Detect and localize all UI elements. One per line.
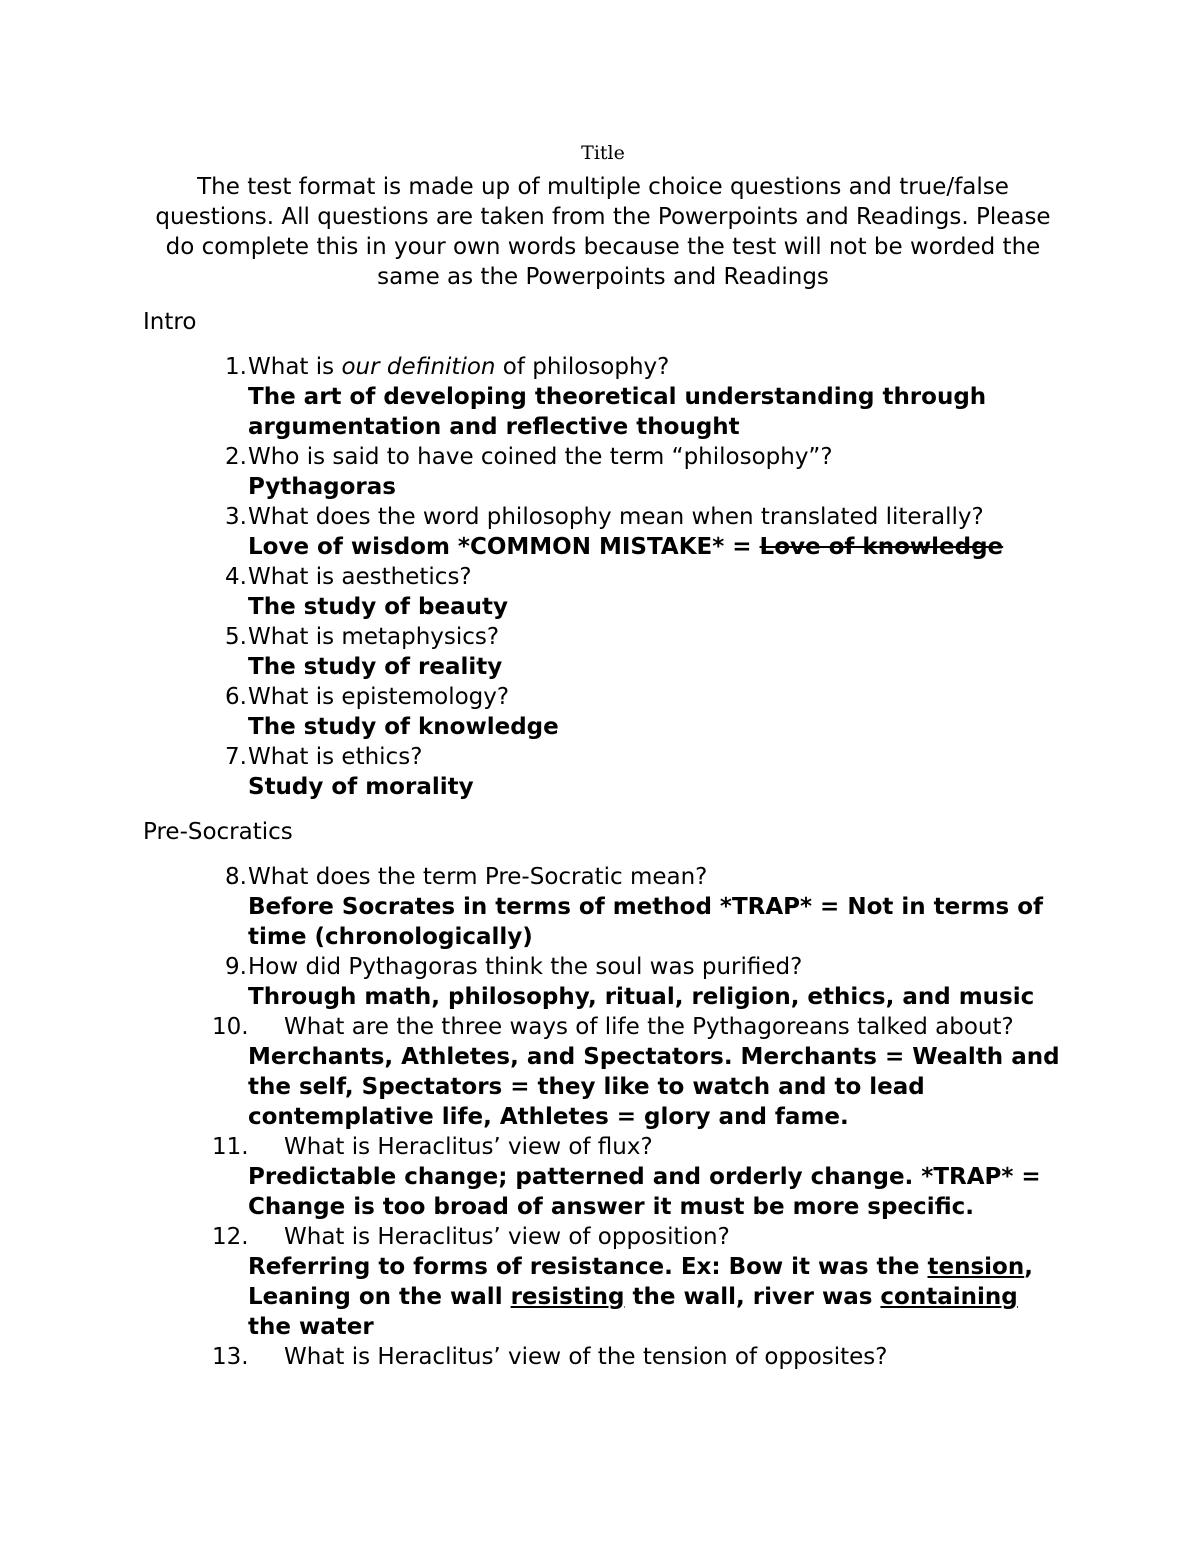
answer-text: The study of reality [248, 654, 503, 680]
question-number: 13. [212, 1344, 249, 1370]
answer-text: The art of developing theoretical understanding through argumentation and reflective thought [248, 384, 987, 440]
question-number: 4. [225, 564, 247, 590]
question-text: What is Heraclitus’ view of flux? [284, 1134, 653, 1160]
underlined-answer-text: containing [880, 1284, 1018, 1310]
list-item [143, 562, 1063, 622]
answer-text-part: Referring to forms of resistance. Ex: Bow it was the [248, 1254, 928, 1280]
list-item [143, 742, 1063, 802]
underlined-answer-text: resisting [510, 1284, 625, 1310]
question-number: 7. [225, 744, 247, 770]
question-text: What does the term Pre-Socratic mean? [248, 864, 708, 890]
question-number: 10. [212, 1014, 249, 1040]
question-number: 1. [225, 354, 247, 380]
answer-text [248, 532, 1063, 562]
answer-text: Through math, philosophy, ritual, religion, ethics, and music [248, 984, 1035, 1010]
section-heading-pre-socratics: Pre-Socratics [143, 819, 293, 845]
question-text [248, 352, 1063, 382]
list-item [143, 952, 1063, 1012]
answer-text-part: , Leaning on the wall [248, 1254, 1033, 1310]
question-text-part: What is [248, 354, 342, 380]
question-number: 3. [225, 504, 247, 530]
answer-text: Pythagoras [248, 474, 396, 500]
intro-paragraph: The test format is made up of multiple choice questions and true/false questions. All questions are taken from the Powerpoints and Readings. Please do complete this in your own words because the test will not be worded the same as the Powerpoints and Readings [155, 174, 1051, 290]
question-text: What is epistemology? [248, 684, 510, 710]
answer-text: Before Socrates in terms of method *TRAP* = Not in terms of time (chronologically) [248, 894, 1044, 950]
question-list-intro [143, 352, 1063, 802]
question-text: What is Heraclitus’ view of opposition? [284, 1224, 730, 1250]
list-item [143, 442, 1063, 502]
list-item [143, 1012, 1063, 1132]
answer-text: The study of knowledge [248, 714, 559, 740]
question-text: What does the word philosophy mean when translated literally? [248, 504, 984, 530]
question-number: 6. [225, 684, 247, 710]
question-number: 2. [225, 444, 247, 470]
list-item [143, 622, 1063, 682]
question-text: What is ethics? [248, 744, 423, 770]
question-text: How did Pythagoras think the soul was purified? [248, 954, 803, 980]
question-number: 8. [225, 864, 247, 890]
answer-text [248, 1252, 1063, 1342]
section-heading-intro: Intro [143, 309, 197, 335]
list-item [143, 682, 1063, 742]
question-list-pre-socratics [143, 862, 1063, 1372]
question-number: 5. [225, 624, 247, 650]
struck-answer-text: Love of knowledge [759, 534, 1004, 560]
list-item [143, 1342, 1063, 1372]
answer-text-part: the water [248, 1314, 374, 1340]
list-item [143, 352, 1063, 442]
list-item [143, 502, 1063, 562]
question-text: What is Heraclitus’ view of the tension of opposites? [284, 1344, 888, 1370]
answer-text-part: Love of wisdom *COMMON MISTAKE* = [248, 534, 760, 560]
list-item [143, 1132, 1063, 1222]
list-item [143, 862, 1063, 952]
question-number: 11. [212, 1134, 249, 1160]
question-text: What are the three ways of life the Pythagoreans talked about? [284, 1014, 1014, 1040]
answer-text: The study of beauty [248, 594, 508, 620]
question-text-italic: our definition [341, 354, 496, 380]
question-number: 9. [225, 954, 247, 980]
page-title: Title [581, 142, 625, 164]
document-page [143, 138, 1063, 1387]
answer-text: Merchants, Athletes, and Spectators. Merchants = Wealth and the self, Spectators = they like to watch and to lead contemplative life, Athletes = glory and fame. [248, 1044, 1060, 1130]
answer-text: Study of morality [248, 774, 474, 800]
question-text: What is aesthetics? [248, 564, 472, 590]
answer-text-part: the wall, river was [624, 1284, 881, 1310]
underlined-answer-text: tension [927, 1254, 1025, 1280]
question-number: 12. [212, 1224, 249, 1250]
question-text: What is metaphysics? [248, 624, 500, 650]
question-text-part: of philosophy? [495, 354, 670, 380]
list-item [143, 1222, 1063, 1342]
question-text: Who is said to have coined the term “philosophy”? [248, 444, 833, 470]
answer-text: Predictable change; patterned and orderly change. *TRAP* = Change is too broad of answer it must be more specific. [248, 1164, 1041, 1220]
